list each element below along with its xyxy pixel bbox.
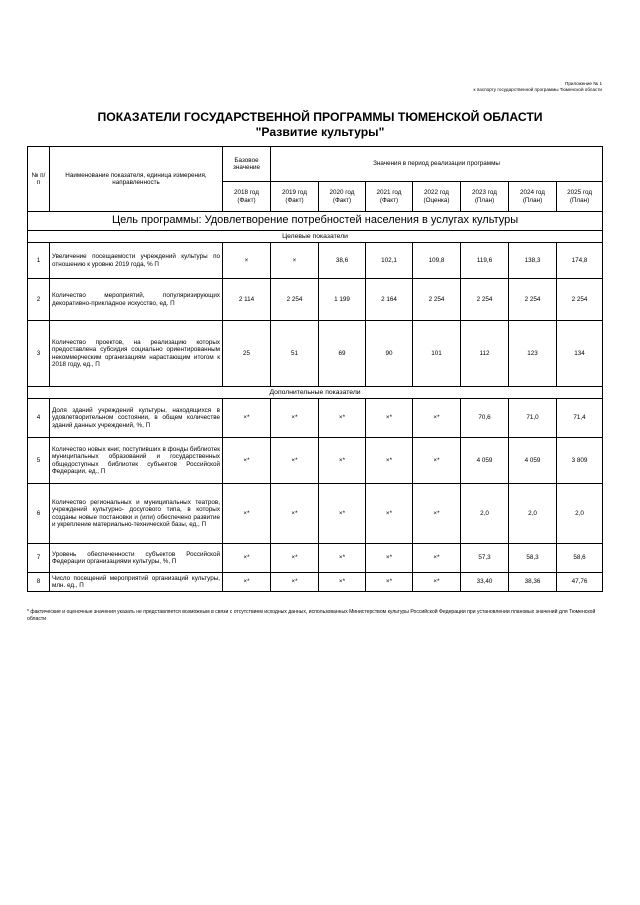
appendix-note <box>474 81 603 93</box>
table-row <box>28 321 603 387</box>
row-value: 58,6 <box>557 544 603 573</box>
indicators-table <box>27 146 603 592</box>
row-value: 2 254 <box>413 279 461 321</box>
table-row <box>28 399 603 438</box>
header-year: 2023 год (План) <box>461 182 509 212</box>
row-value: 1 199 <box>319 279 366 321</box>
row-value: ×* <box>223 438 271 484</box>
row-value: 112 <box>461 321 509 387</box>
row-value: ×* <box>319 573 366 592</box>
title-line-2: "Развитие культуры" <box>255 125 385 139</box>
row-indicator-name: Количество проектов, на реализацию которых предоставлена субсидия социально ориентированным некоммерческим организациям нарастающим итогом к 2018 году, ед., П <box>50 321 223 387</box>
row-num: 4 <box>28 399 50 438</box>
row-num: 7 <box>28 544 50 573</box>
appendix-line-2: к паспорту государственной программы Тюменской области <box>473 87 602 92</box>
table-row <box>28 573 603 592</box>
header-year: 2021 год (Факт) <box>366 182 413 212</box>
row-num: 6 <box>28 484 50 544</box>
row-value: 2,0 <box>557 484 603 544</box>
row-value: 119,6 <box>461 243 509 279</box>
row-value: 58,3 <box>509 544 557 573</box>
row-value: 2,0 <box>461 484 509 544</box>
row-value: 2 114 <box>223 279 271 321</box>
document-title <box>0 110 640 140</box>
row-value: 2 254 <box>557 279 603 321</box>
header-year: 2019 год (Факт) <box>271 182 319 212</box>
row-value: 134 <box>557 321 603 387</box>
row-value: ×* <box>223 399 271 438</box>
row-value: 70,6 <box>461 399 509 438</box>
row-value: 33,40 <box>461 573 509 592</box>
row-value: 174,8 <box>557 243 603 279</box>
footnote: * фактические и оценочные значения указать не представляется возможным в связи с отсутствием исходных данных, использованных Министерством культуры Российской Федерации при установлении плановых значений для Тюменской области <box>27 609 596 622</box>
header-values: Значения в период реализации программы <box>271 147 603 182</box>
header-year: 2022 год (Оценка) <box>413 182 461 212</box>
table-row <box>28 243 603 279</box>
program-goal: Цель программы: Удовлетворение потребностей населения в услугах культуры <box>28 212 603 231</box>
row-value: × <box>223 243 271 279</box>
row-indicator-name: Число посещений мероприятий организаций культуры, млн. ед., П <box>50 573 223 592</box>
header-year: 2018 год (Факт) <box>223 182 271 212</box>
row-value: 47,76 <box>557 573 603 592</box>
row-value: 4 059 <box>461 438 509 484</box>
row-value: 138,3 <box>509 243 557 279</box>
row-value: ×* <box>319 484 366 544</box>
header-name: Наименование показателя, единица измерения, направленность <box>50 147 223 212</box>
row-value: ×* <box>413 399 461 438</box>
row-value: ×* <box>319 438 366 484</box>
appendix-line-1: Приложение № 1 <box>565 81 602 86</box>
table-header <box>28 147 603 212</box>
row-num: 8 <box>28 573 50 592</box>
header-year: 2020 год (Факт) <box>319 182 366 212</box>
row-value: 109,8 <box>413 243 461 279</box>
row-indicator-name: Увеличение посещаемости учреждений культуры по отношению к уровню 2019 года, % П <box>50 243 223 279</box>
row-indicator-name: Уровень обеспеченности субъектов Российской Федерации организациями культуры, %, П <box>50 544 223 573</box>
table-row <box>28 544 603 573</box>
row-value: ×* <box>271 399 319 438</box>
section-additional-indicators: Дополнительные показатели <box>28 387 603 399</box>
row-value: ×* <box>319 544 366 573</box>
row-indicator-name: Доля зданий учреждений культуры, находящихся в удовлетворительном состоянии, в общем количестве зданий данных учреждений, %, П <box>50 399 223 438</box>
row-value: 2 254 <box>509 279 557 321</box>
section-target-indicators: Целевые показатели <box>28 231 603 243</box>
header-num: № п/п <box>28 147 50 212</box>
row-value: 69 <box>319 321 366 387</box>
header-base: Базовое значение <box>223 147 271 182</box>
row-value: 101 <box>413 321 461 387</box>
row-value: 2 254 <box>271 279 319 321</box>
table-row <box>28 279 603 321</box>
row-indicator-name: Количество региональных и муниципальных театров, учреждений культурно- досугового типа, в которых созданы новые постановки и (или) обеспечено развитие и укрепление материально-технической базы, ед., П <box>50 484 223 544</box>
row-value: 38,6 <box>319 243 366 279</box>
row-value: ×* <box>223 484 271 544</box>
row-value: ×* <box>366 573 413 592</box>
header-year: 2024 год (План) <box>509 182 557 212</box>
row-value: ×* <box>223 544 271 573</box>
row-value: ×* <box>366 399 413 438</box>
row-value: 3 809 <box>557 438 603 484</box>
row-value: 51 <box>271 321 319 387</box>
row-value: 71,4 <box>557 399 603 438</box>
title-line-1: ПОКАЗАТЕЛИ ГОСУДАРСТВЕННОЙ ПРОГРАММЫ ТЮМЕНСКОЙ ОБЛАСТИ <box>97 110 543 124</box>
row-value: ×* <box>413 484 461 544</box>
row-value: ×* <box>271 484 319 544</box>
row-value: ×* <box>366 438 413 484</box>
row-value: 2 254 <box>461 279 509 321</box>
row-value: 25 <box>223 321 271 387</box>
row-value: ×* <box>271 438 319 484</box>
row-value: ×* <box>271 573 319 592</box>
row-value: 71,0 <box>509 399 557 438</box>
row-value: ×* <box>223 573 271 592</box>
row-value: 123 <box>509 321 557 387</box>
row-num: 1 <box>28 243 50 279</box>
row-num: 2 <box>28 279 50 321</box>
row-value: ×* <box>413 438 461 484</box>
row-indicator-name: Количество новых книг, поступивших в фонды библиотек муниципальных образований и государственных общедоступных библиотек субъектов Российской Федерации, ед., П <box>50 438 223 484</box>
row-value: ×* <box>366 544 413 573</box>
row-value: ×* <box>413 573 461 592</box>
row-value: 2,0 <box>509 484 557 544</box>
row-value: 38,36 <box>509 573 557 592</box>
row-value: ×* <box>319 399 366 438</box>
row-value: ×* <box>271 544 319 573</box>
row-value: 102,1 <box>366 243 413 279</box>
table-row <box>28 438 603 484</box>
row-value: 4 059 <box>509 438 557 484</box>
header-year: 2025 год (План) <box>557 182 603 212</box>
row-value: ×* <box>366 484 413 544</box>
row-value: ×* <box>413 544 461 573</box>
row-indicator-name: Количество мероприятий, популяризирующих декоративно-прикладное искусство, ед. П <box>50 279 223 321</box>
row-num: 5 <box>28 438 50 484</box>
row-value: × <box>271 243 319 279</box>
table-row <box>28 484 603 544</box>
row-value: 57,3 <box>461 544 509 573</box>
row-num: 3 <box>28 321 50 387</box>
row-value: 90 <box>366 321 413 387</box>
row-value: 2 164 <box>366 279 413 321</box>
